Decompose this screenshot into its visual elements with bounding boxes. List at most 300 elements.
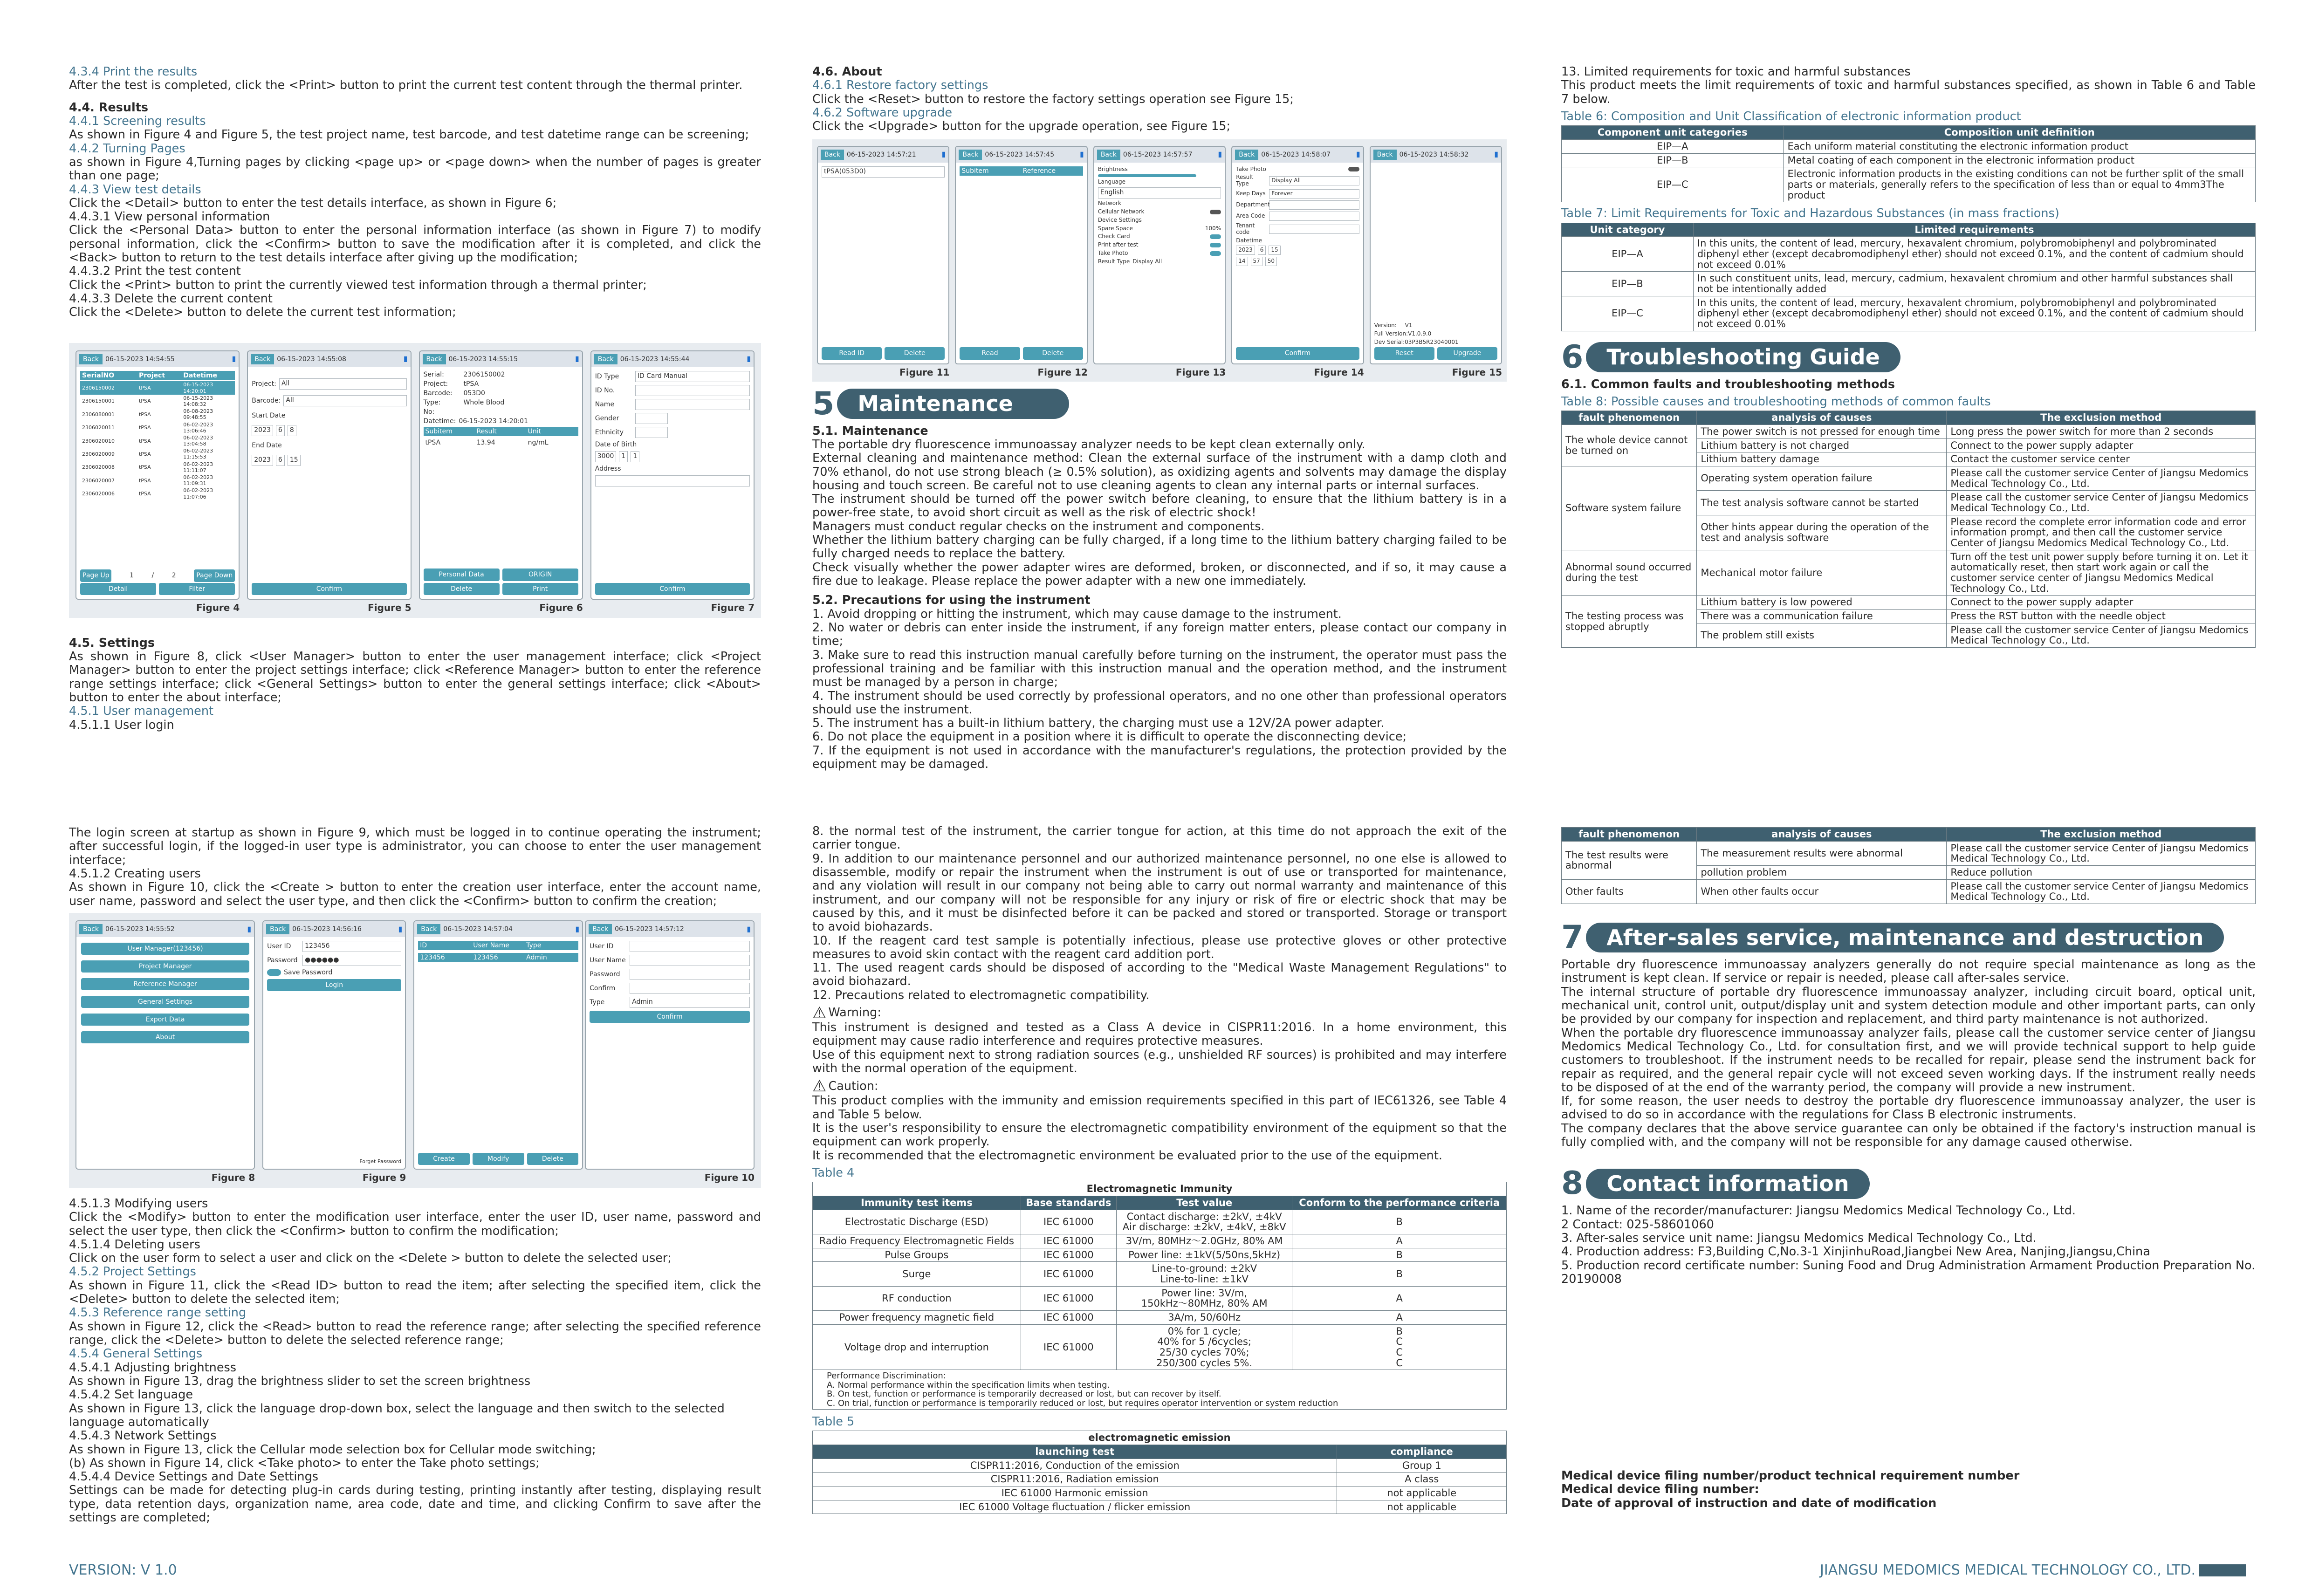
paragraph: As shown in Figure 12, click the <Read> button to read the reference range; after selecting the specified reference range, click the <Delete> button to delete the selected reference range; (69, 1319, 761, 1347)
clock: 06-15-2023 14:57:04 (443, 925, 513, 933)
table-row (813, 1324, 1507, 1370)
filter-button[interactable]: Filter (159, 583, 235, 595)
screen (1231, 146, 1364, 364)
paragraph: (b) As shown in Figure 14, click <Take photo> to enter the Take photo settings; (69, 1456, 540, 1470)
cell: Please call the customer service Center of Jiangsu Medomics Medical Technology Co., Ltd. (1947, 623, 2256, 647)
contact-line: 1. Name of the recorder/manufacturer: Jiangsu Medomics Medical Technology Co., Ltd. (1561, 1204, 2076, 1218)
user-name-input[interactable] (630, 955, 750, 966)
password-input[interactable]: ●●●●●● (302, 955, 401, 966)
delete-button[interactable]: Delete (424, 583, 500, 595)
id-type-select[interactable]: ID Card Manual (635, 371, 750, 382)
table-row (813, 1248, 1507, 1262)
table-title: Electromagnetic Immunity (813, 1182, 1507, 1196)
cell: 2306020006 (82, 491, 115, 497)
column-header: Composition unit definition (1784, 126, 2256, 140)
label: Network (1098, 200, 1121, 207)
figure-caption: Figure 13 (1175, 366, 1226, 378)
confirm-button[interactable]: Confirm (1236, 347, 1359, 359)
clock: 06-15-2023 14:57:45 (985, 151, 1055, 158)
menu-item[interactable]: Reference Manager (81, 978, 249, 990)
save-password-toggle[interactable] (267, 969, 281, 976)
figure-11 (817, 146, 949, 378)
paragraph: As shown in Figure 13, click the Cellular mode selection box for Cellular mode switching; (69, 1442, 596, 1457)
section-title: Troubleshooting Guide (1586, 342, 1900, 372)
label: Datetime (1236, 237, 1262, 244)
table-row (1562, 425, 2256, 438)
gender-select[interactable] (635, 413, 668, 424)
tenant-code-input[interactable] (1269, 225, 1359, 234)
table-row[interactable] (80, 487, 235, 500)
list-item: 5. The instrument has a built-in lithium battery, the charging must use a 12V/2A power adapter. (812, 716, 1385, 731)
section-number: 8 (1561, 1165, 1584, 1202)
print-toggle[interactable] (1210, 243, 1221, 247)
cell: IEC 61000 (1021, 1310, 1116, 1324)
cell: tPSA (138, 398, 151, 404)
label: Project: (423, 380, 448, 388)
detail-button[interactable]: Detail (80, 583, 156, 595)
cell: Line-to-ground: ±2kV Line-to-line: ±1kV (1116, 1262, 1292, 1286)
page-panel-5 (1561, 65, 2256, 648)
confirm-button[interactable]: Confirm (595, 583, 750, 595)
heading: 4.5.4.4 Device Settings and Date Settings (69, 1470, 319, 1484)
label: Ethnicity (595, 428, 624, 436)
clock: 06-15-2023 14:54:55 (105, 355, 175, 363)
delete-button[interactable]: Delete (885, 347, 945, 359)
label: ID Type (595, 372, 619, 380)
paragraph: Click the <Delete> button to delete the current test information; (69, 305, 456, 320)
settings-menu (76, 937, 254, 1169)
paragraph: It is recommended that the electromagnetic environment be evaluated prior to the use of the equipment. (812, 1148, 1442, 1163)
table-header (80, 371, 235, 381)
back-button[interactable]: Back (1097, 150, 1120, 160)
back-button[interactable]: Back (266, 924, 289, 934)
ethnicity-select[interactable] (635, 427, 668, 438)
create-button[interactable]: Create (418, 1153, 470, 1165)
cell: IEC 61000 (1021, 1210, 1116, 1234)
cell: pollution problem (1697, 866, 1947, 880)
cell: tPSA (138, 438, 151, 444)
label: Date of Birth (595, 440, 637, 448)
clock: 06-15-2023 14:58:07 (1261, 151, 1331, 158)
label: Check Card (1098, 233, 1130, 240)
page-panel-1 (69, 65, 761, 732)
table-row[interactable] (80, 474, 235, 487)
table-row[interactable] (80, 408, 235, 421)
column-header: The exclusion method (1947, 828, 2256, 842)
value: Whole Blood (463, 398, 505, 406)
battery-icon: ▮ (575, 924, 580, 933)
day-spinner[interactable]: 15 (1269, 246, 1280, 255)
figure-9 (262, 920, 406, 1183)
minute-spinner[interactable]: 57 (1251, 257, 1262, 266)
paragraph: The portable dry fluorescence immunoassay analyzer needs to be kept clean externally only. (812, 437, 1365, 452)
department-input[interactable] (1269, 200, 1359, 210)
print-button[interactable]: Print (502, 583, 578, 595)
pager (80, 569, 235, 582)
cell: not applicable (1337, 1500, 1507, 1514)
paragraph: The login screen at startup as shown in Figure 9, which must be logged in to continue operating the instrument; after successful login, if the logged-in user type is administrator, you can choose to enter the user management interface; (69, 826, 761, 867)
screen (75, 920, 255, 1170)
section-6-heading (1561, 338, 2256, 376)
label: Result Type (1098, 258, 1130, 265)
cell: There was a communication failure (1697, 610, 1947, 623)
table-row (813, 1473, 1507, 1486)
paragraph: After the test is completed, click the <Print> button to print the current test content through the thermal printer. (69, 78, 743, 93)
table-8 (1561, 411, 2256, 648)
month-spinner[interactable]: 1 (619, 451, 628, 462)
login-button[interactable]: Login (267, 979, 401, 991)
back-button[interactable]: Back (417, 924, 440, 934)
paragraph: Whether the lithium battery charging can be fully charged, if a long time to the lithium battery charging failed to be fully charged needs to replace the battery. (812, 533, 1507, 561)
name-input[interactable] (635, 399, 750, 410)
label: Language (1098, 178, 1126, 185)
clock: 06-15-2023 14:55:44 (620, 355, 690, 363)
confirm-button[interactable]: Confirm (590, 1011, 750, 1023)
back-button[interactable]: Back (821, 150, 844, 160)
label: User Name (590, 956, 626, 964)
keep-days-select[interactable]: Forever (1269, 189, 1359, 199)
month-spinner[interactable]: 6 (276, 425, 285, 436)
cell: CISPR11:2016, Radiation emission (813, 1473, 1337, 1486)
table-caption: Table 4 (812, 1165, 855, 1180)
paragraph: This product meets the limit requirements of toxic and harmful substances specified, as shown in Table 6 and Table 7 below. (1561, 78, 2256, 106)
cell: Connect to the power supply adapter (1947, 438, 2256, 452)
battery-icon: ▮ (941, 150, 946, 159)
heading: 4.5.1.4 Deleting users (69, 1237, 200, 1252)
year-spinner[interactable]: 2023 (252, 455, 273, 466)
delete-button[interactable]: Delete (1023, 347, 1083, 359)
photo-toggle[interactable] (1348, 167, 1359, 171)
list-item: 10. If the reagent card test sample is potentially infectious, please use protective gloves or other protective measures to avoid skin contact with the reagent card addition port. (812, 933, 1507, 961)
label: No: (423, 408, 435, 416)
check-card-toggle[interactable] (1210, 234, 1221, 239)
project-select[interactable]: All (279, 378, 407, 390)
cell: tPSA (138, 411, 151, 418)
heading: 4.5.3 Reference range setting (69, 1306, 247, 1320)
year-spinner[interactable]: 3000 (595, 451, 617, 462)
table-4 (812, 1182, 1507, 1410)
cell: 3A/m, 50/60Hz (1116, 1310, 1292, 1324)
cell: Electrostatic Discharge (ESD) (813, 1210, 1021, 1234)
paragraph: Use of this equipment next to strong radiation sources (e.g., unshielded RF sources) is prohibited and may interfere with the normal operation of the equipment. (812, 1048, 1507, 1075)
list-item: 12. Precautions related to electromagnetic compatibility. (812, 988, 1150, 1002)
heading: 5.1. Maintenance (812, 424, 928, 438)
heading: 4.5.1.1 User login (69, 718, 174, 732)
result-type-select[interactable]: Display All (1132, 258, 1162, 265)
col-header: User Name (473, 941, 509, 949)
cell: 2306020008 (82, 464, 115, 471)
cell: IEC 61000 (1021, 1286, 1116, 1310)
list-item: 6. Do not place the equipment in a position where it is difficult to operate the disconnecting device; (812, 730, 1407, 744)
cell: Contact discharge: ±2kV, ±4kV Air discharge: ±2kV, ±4kV, ±8kV (1116, 1210, 1292, 1234)
cell: A (1292, 1286, 1507, 1310)
list-item: 4. The instrument should be used correctly by professional operators, and no one other than professional operators should use the instrument. (812, 689, 1507, 717)
table-row (1562, 167, 2256, 202)
year-spinner[interactable]: 2023 (1236, 246, 1255, 255)
back-button[interactable]: Back (423, 354, 446, 364)
brightness-slider[interactable] (1098, 174, 1197, 177)
heading: 4.5.4.1 Adjusting brightness (69, 1360, 237, 1375)
cell: EIP—A (1562, 237, 1694, 272)
cell: EIP—C (1562, 167, 1784, 202)
list-item: 3. Make sure to read this instruction manual carefully before turning on the instrument, the operator must pass the professional training and be familiar with this instruction manual and the operation method, and the instrument must be managed by a person in charge; (812, 648, 1507, 690)
cell: 13.94 (476, 439, 495, 447)
column-header: Conform to the performance criteria (1292, 1196, 1507, 1210)
cell: 123456 (473, 953, 498, 961)
figure-caption: Figure 12 (1037, 366, 1088, 378)
back-button[interactable]: Back (594, 354, 617, 364)
col-header: Result (476, 428, 497, 436)
heading: 4.5.4.3 Network Settings (69, 1429, 217, 1443)
label: Confirm (590, 984, 616, 992)
table-row[interactable] (80, 447, 235, 460)
cell: The power switch is not pressed for enough time (1697, 425, 1947, 438)
forgot-password-link[interactable]: Forget Password (359, 1158, 402, 1165)
figure-13 (1093, 146, 1226, 378)
language-select[interactable]: English (1098, 187, 1221, 199)
table-row (1562, 139, 2256, 153)
heading: 4.5.1 User management (69, 704, 214, 719)
table-row (1562, 237, 2256, 272)
delete-button[interactable]: Delete (527, 1153, 579, 1165)
cell: Electronic information products in the existing conditions can not be further split of the small parts or materials, generally refers to the specification of less than or equal to 4mm3The product (1784, 167, 2256, 202)
page-up-button[interactable]: Page Up (80, 569, 111, 582)
section-number: 5 (812, 385, 835, 422)
heading: 4.4.3.3 Delete the current content (69, 292, 273, 306)
fault-cell: Abnormal sound occurred during the test (1562, 550, 1697, 596)
user-id-input[interactable]: 123456 (302, 941, 401, 952)
password-input[interactable] (630, 969, 750, 980)
barcode-select[interactable]: All (283, 395, 406, 406)
back-button[interactable]: Back (959, 150, 982, 160)
cell: 06-15-2023 14:08:32 (183, 395, 213, 407)
back-button[interactable]: Back (589, 924, 612, 934)
table-row (1562, 879, 2256, 904)
area-code-input[interactable] (1269, 212, 1359, 221)
cell: 2306020011 (82, 425, 115, 431)
column-header: Limited requirements (1693, 223, 2255, 237)
read-button[interactable]: Read (960, 347, 1020, 359)
cell: Group 1 (1337, 1459, 1507, 1473)
screen (1370, 146, 1502, 364)
label: Name (595, 400, 615, 408)
cell: tPSA (138, 464, 151, 471)
cell: 123456 (420, 953, 445, 961)
heading: 4.5.1.2 Creating users (69, 866, 201, 881)
paragraph: Click the <Modify> button to enter the modification user interface, enter the user ID, user name, password and select the user type, then click the <Confirm> button to confirm the modification; (69, 1210, 761, 1238)
table-row (813, 1286, 1507, 1310)
paragraph: When the portable dry fluorescence immunoassay analyzer fails, please call the customer service center of Jiangsu Medomics Medical Technology Co., Ltd. for consultation first, and we will provide technical support to help guide customers to troubleshoot. If the instrument needs to be recalled for repair, please send the instrument back for repair as required, and the general repair cycle will not exceed seven working days. If the instrument really needs to be disposed of at the end of the warranty period, the company will provide a new instrument. (1561, 1026, 2256, 1095)
screen (75, 350, 240, 600)
screen (955, 146, 1087, 364)
hour-spinner[interactable]: 14 (1236, 257, 1248, 266)
month-spinner[interactable]: 6 (1258, 246, 1266, 255)
reset-button[interactable]: Reset (1374, 347, 1434, 359)
confirm-button[interactable]: Confirm (252, 583, 406, 595)
second-spinner[interactable]: 50 (1265, 257, 1277, 266)
paragraph: Managers must conduct regular checks on the instrument and components. (812, 519, 1265, 534)
table-caption: Table 7: Limit Requirements for Toxic and Hazardous Substances (in mass fractions) (1561, 206, 2059, 221)
cell: Surge (813, 1262, 1021, 1286)
address-input[interactable] (595, 475, 750, 486)
figure-caption: Figure 15 (1452, 366, 1502, 378)
table-row[interactable] (80, 461, 235, 474)
cell: Mechanical motor failure (1697, 550, 1947, 596)
table-row (813, 1486, 1507, 1500)
clock: 06-15-2023 14:55:52 (105, 925, 175, 933)
menu-item[interactable]: General Settings (81, 996, 249, 1008)
full-version: Full Version:V1.0.9.0 (1374, 330, 1432, 337)
cell: tPSA (138, 425, 151, 431)
menu-item[interactable]: About (81, 1031, 249, 1043)
cell: 06-02-2023 13:06:46 (183, 421, 213, 434)
label: Datetime: (423, 418, 456, 425)
heading: 4.5.4.2 Set language (69, 1388, 193, 1402)
table-row[interactable] (80, 381, 235, 394)
battery-icon: ▮ (1494, 150, 1499, 159)
heading: 4.5. Settings (69, 636, 155, 650)
cell: Metal coating of each component in the electronic information product (1784, 153, 2256, 167)
cell: Pulse Groups (813, 1248, 1021, 1262)
paragraph: It is the user's responsibility to ensure the electromagnetic compatibility environment of the equipment so that the equipment can work properly. (812, 1121, 1507, 1149)
menu-item[interactable]: Project Manager (81, 960, 249, 973)
heading: 4.5.1.3 Modifying users (69, 1196, 208, 1211)
paragraph: Click the <Reset> button to restore the factory settings operation see Figure 15; (812, 92, 1294, 106)
day-spinner[interactable]: 8 (288, 425, 296, 436)
table-row[interactable] (80, 434, 235, 447)
cell: In this units, the content of lead, mercury, hexavalent chromium, polybromobiphenyl and polybrominated diphenyl ether (except decabromodiphenyl ether) should not exceed 0.1%, and the content of cadmium should not exceed 0.01% (1693, 296, 2255, 331)
cell: Please call the customer service Center of Jiangsu Medomics Medical Technology Co., Ltd. (1947, 841, 2256, 865)
cell: IEC 61000 (1021, 1262, 1116, 1286)
cell: Lithium battery is not charged (1697, 438, 1947, 452)
back-button[interactable]: Back (1235, 150, 1258, 160)
label: Take Photo (1236, 165, 1266, 172)
menu-item[interactable]: Export Data (81, 1014, 249, 1026)
table-row (813, 1500, 1507, 1514)
section-number: 7 (1561, 919, 1584, 956)
confirm-password-input[interactable] (630, 983, 750, 994)
company-name: JIANGSU MEDOMICS MEDICAL TECHNOLOGY CO., LTD. (1820, 1562, 2195, 1578)
battery-icon: ▮ (1080, 150, 1084, 159)
modify-button[interactable]: Modify (473, 1153, 524, 1165)
cell: 06-02-2023 11:09:31 (183, 474, 213, 487)
cell: 2306020007 (82, 477, 115, 484)
day-spinner[interactable]: 15 (288, 455, 301, 466)
section-number: 6 (1561, 338, 1584, 376)
fault-cell: The testing process was stopped abruptly (1562, 596, 1697, 648)
heading: 4.5.2 Project Settings (69, 1265, 196, 1279)
paragraph: Click the <Upgrade> button for the upgrade operation, see Figure 15; (812, 119, 1231, 134)
label: Save Password (284, 968, 333, 976)
paragraph: As shown in Figure 13, click the language drop-down box, select the language and then switch to the selected language automatically (69, 1401, 725, 1429)
back-button[interactable]: Back (251, 354, 274, 364)
battery-icon: ▮ (232, 354, 236, 363)
photo-toggle[interactable] (1210, 251, 1221, 256)
cell: EIP—B (1562, 153, 1784, 167)
cellular-toggle[interactable] (1210, 210, 1221, 214)
paragraph: as shown in Figure 4,Turning pages by clicking <page up> or <page down> when the number of pages is greater than one page; (69, 155, 761, 183)
label: Project: (252, 380, 276, 388)
section-5-heading (812, 385, 1507, 422)
label: Barcode: (252, 397, 281, 404)
table-title: electromagnetic emission (813, 1431, 1507, 1445)
menu-item[interactable]: User Manager(123456) (81, 943, 249, 955)
figure-caption: Figure 4 (196, 602, 240, 613)
back-button[interactable]: Back (79, 924, 103, 934)
cell: B (1292, 1248, 1507, 1262)
personal-data-button[interactable]: Personal Data (424, 569, 500, 581)
user-id-input[interactable] (630, 941, 750, 952)
table-row[interactable] (418, 953, 578, 962)
page-down-button[interactable]: Page Down (194, 569, 235, 582)
battery-icon: ▮ (403, 354, 408, 363)
upgrade-button[interactable]: Upgrade (1437, 347, 1497, 359)
figure-caption: Figure 10 (704, 1171, 755, 1183)
cell: The measurement results were abnormal (1697, 841, 1947, 865)
section-title: After-sales service, maintenance and destruction (1586, 923, 2224, 953)
cell: Please call the customer service Center of Jiangsu Medomics Medical Technology Co., Ltd. (1947, 466, 2256, 490)
battery-icon: ▮ (747, 924, 751, 933)
table-row (1562, 153, 2256, 167)
table-row (1562, 550, 2256, 596)
project-item[interactable]: tPSA(053D0) (822, 166, 945, 178)
screen (419, 350, 583, 600)
status-bar (76, 351, 239, 367)
column-header: fault phenomenon (1562, 411, 1697, 425)
value: 053D0 (463, 389, 485, 397)
cell: 06-02-2023 11:15:53 (183, 448, 213, 460)
label: User ID (590, 942, 614, 950)
section-7-heading (1561, 919, 2256, 956)
paragraph: This product complies with the immunity and emission requirements specified in this part of IEC61326, see Table 4 and Table 5 below. (812, 1094, 1507, 1122)
figure-caption: Figure 5 (368, 602, 412, 613)
company-footer (1820, 1562, 2246, 1579)
origin-button[interactable]: ORIGIN (502, 569, 578, 581)
cell: A (1292, 1234, 1507, 1248)
day-spinner[interactable]: 1 (631, 451, 639, 462)
cell: tPSA (138, 385, 151, 391)
label: Device Settings (1098, 216, 1142, 223)
table-caption: Table 5 (812, 1415, 855, 1429)
cell: EIP—B (1562, 272, 1694, 296)
clock: 06-15-2023 14:55:15 (448, 355, 518, 363)
read-id-button[interactable]: Read ID (822, 347, 882, 359)
cell: EIP—C (1562, 296, 1694, 331)
filing-line: Medical device filing number: (1561, 1482, 1759, 1497)
paragraph: If, for some reason, the user needs to destroy the portable dry fluorescence immunoassay analyzer, the user is advised to do so in accordance with the regulations for Class B electronic instruments. (1561, 1094, 2256, 1122)
year-spinner[interactable]: 2023 (252, 425, 273, 436)
result-type-select[interactable]: Display All (1269, 176, 1359, 185)
figure-caption: Figure 9 (362, 1171, 406, 1183)
table-row[interactable] (80, 421, 235, 434)
figure-caption: Figure 8 (211, 1171, 255, 1183)
cell: Connect to the power supply adapter (1947, 596, 2256, 610)
id-no-input[interactable] (635, 385, 750, 396)
col-header: Type (526, 941, 542, 949)
month-spinner[interactable]: 6 (276, 455, 285, 466)
type-select[interactable]: Admin (630, 997, 750, 1008)
battery-icon: ▮ (575, 354, 579, 363)
paragraph: The company declares that the above service guarantee can only be obtained if the factory's instruction manual is fully complied with, and the company will not be responsible for any damage caused otherwise. (1561, 1121, 2256, 1150)
battery-icon: ▮ (1356, 150, 1360, 159)
back-button[interactable]: Back (1373, 150, 1397, 160)
contact-line: 3. After-sales service unit name: Jiangsu Medomics Medical Technology Co., Ltd. (1561, 1231, 2037, 1246)
back-button[interactable]: Back (79, 354, 103, 364)
screen (585, 920, 755, 1170)
table-row[interactable] (80, 395, 235, 408)
column-header: Base standards (1021, 1196, 1116, 1210)
cell: 06-02-2023 13:04:58 (183, 434, 213, 447)
